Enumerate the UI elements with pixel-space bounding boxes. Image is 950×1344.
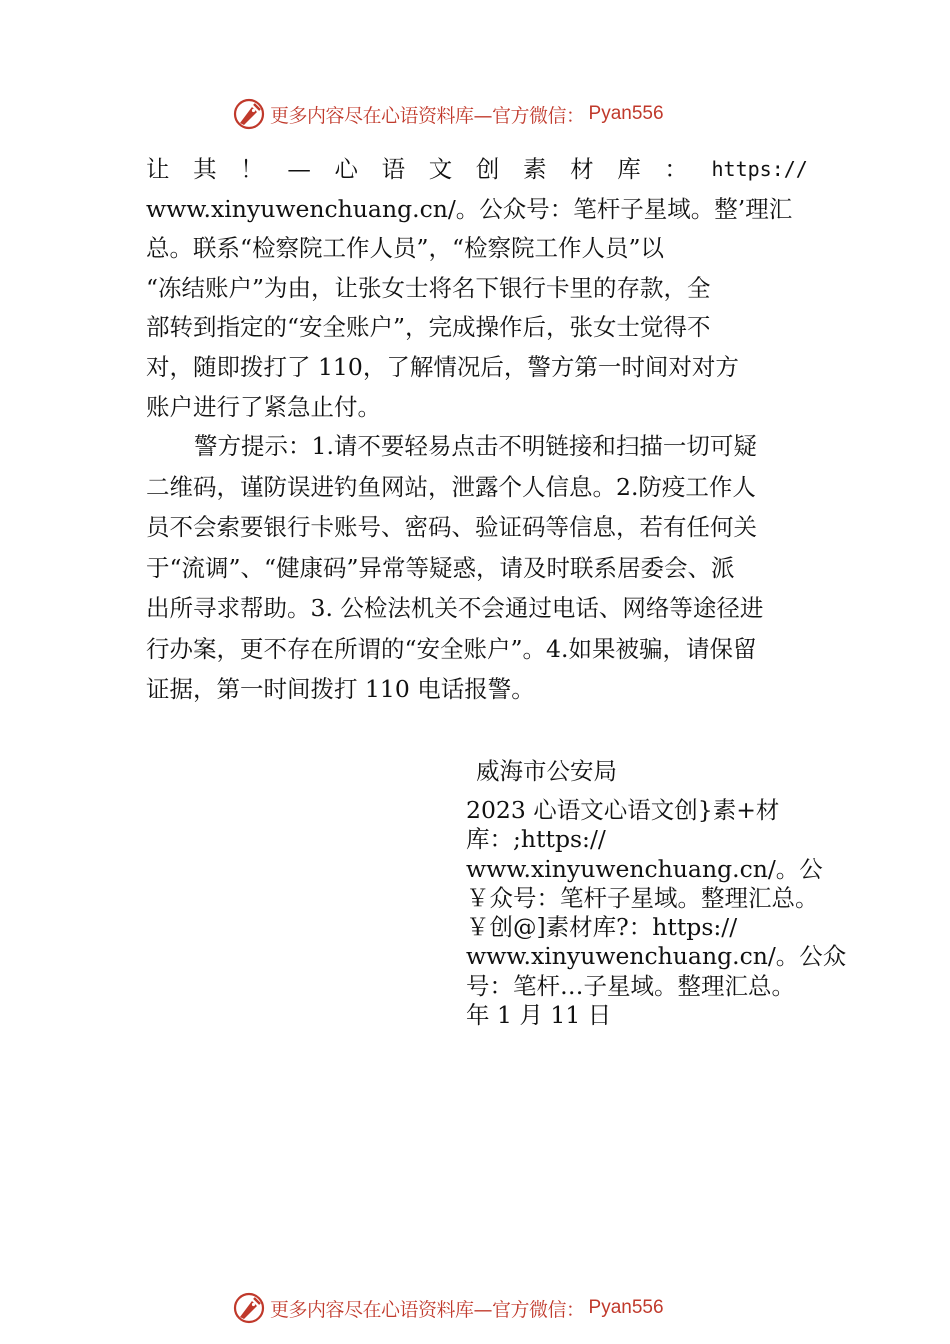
char: 创 bbox=[475, 155, 500, 183]
paragraph-line: 二维码，谨防误进钓鱼网站，泄露个人信息。2.防疫工作人 bbox=[146, 472, 756, 501]
char: 文 bbox=[428, 155, 453, 183]
banner-account: Pyan556 bbox=[588, 1297, 664, 1318]
date-line: www.xinyuwenchuang.cn/。公 bbox=[466, 854, 823, 883]
paragraph-line: 证据，第一时间拨打 110 电话报警。 bbox=[146, 675, 535, 703]
date-line: ￥众号：笔杆子星域。整理汇总。 bbox=[466, 883, 819, 912]
paragraph-line: 总。联系“检察院工作人员”，“检察院工作人员”以 bbox=[146, 234, 665, 263]
char: 素 bbox=[523, 155, 547, 183]
paragraph-line: 警方提示：1.请不要轻易点击不明链接和扫描一切可疑 bbox=[194, 432, 757, 460]
banner-text: 更多内容尽在心语资料库—官方微信： bbox=[270, 1298, 585, 1321]
char: ： bbox=[664, 155, 688, 183]
char: 语 bbox=[381, 155, 406, 183]
pen-nib-logo-icon bbox=[232, 97, 266, 131]
date-line: 库：;https:// bbox=[466, 825, 606, 854]
paragraph-line: “冻结账户”为由，让张女士将名下银行卡里的存款，全 bbox=[146, 273, 711, 302]
date-line: 号：笔杆…子星域。整理汇总。 bbox=[466, 971, 795, 1000]
paragraph-line: www.xinyuwenchuang.cn/。公众号：笔杆子星域。整’理汇 bbox=[146, 194, 793, 223]
banner-text: 更多内容尽在心语资料库—官方微信： bbox=[270, 104, 585, 127]
char: 让 bbox=[146, 155, 170, 183]
paragraph-line: 对，随即拨打了 110，了解情况后，警方第一时间对对方 bbox=[146, 352, 739, 381]
paragraph-2 bbox=[146, 426, 808, 710]
footer-banner bbox=[232, 1290, 732, 1326]
paragraph-line: 员不会索要银行卡账号、密码、验证码等信息，若有任何关 bbox=[146, 513, 757, 541]
url-fragment: https:// bbox=[711, 157, 808, 181]
paragraph-1 bbox=[146, 150, 808, 427]
paragraph-line: 账户进行了紧急止付。 bbox=[146, 392, 381, 421]
char: ！ bbox=[240, 155, 264, 183]
paragraph-line: 出所寻求帮助。3. 公检法机关不会通过电话、网络等途径进 bbox=[146, 594, 764, 622]
paragraph-line: 行办案，更不存在所谓的“安全账户”。4.如果被骗，请保留 bbox=[146, 634, 757, 663]
paragraph-line: 于“流调”、“健康码”异常等疑惑，请及时联系居委会、派 bbox=[146, 553, 735, 582]
date-block bbox=[466, 796, 886, 1030]
paragraph-1-first-line bbox=[146, 150, 808, 190]
date-line: 年 1 月 11 日 bbox=[466, 1001, 612, 1030]
paragraph-line: 部转到指定的“安全账户”，完成操作后，张女士觉得不 bbox=[146, 313, 711, 342]
char: 心 bbox=[334, 155, 358, 183]
char: 其 bbox=[193, 155, 217, 183]
char: 材 bbox=[570, 155, 594, 183]
date-line: 2023 心语文心语文创}素+材 bbox=[466, 796, 780, 824]
date-line: ￥创@]素材库?：https:// bbox=[466, 913, 738, 942]
pen-nib-logo-icon bbox=[232, 1291, 266, 1325]
banner-account: Pyan556 bbox=[588, 103, 664, 124]
char: 库 bbox=[617, 155, 641, 183]
signature: 威海市公安局 bbox=[476, 757, 617, 785]
header-banner bbox=[232, 96, 732, 132]
date-line: www.xinyuwenchuang.cn/。公众 bbox=[466, 942, 847, 971]
char: — bbox=[287, 155, 311, 183]
